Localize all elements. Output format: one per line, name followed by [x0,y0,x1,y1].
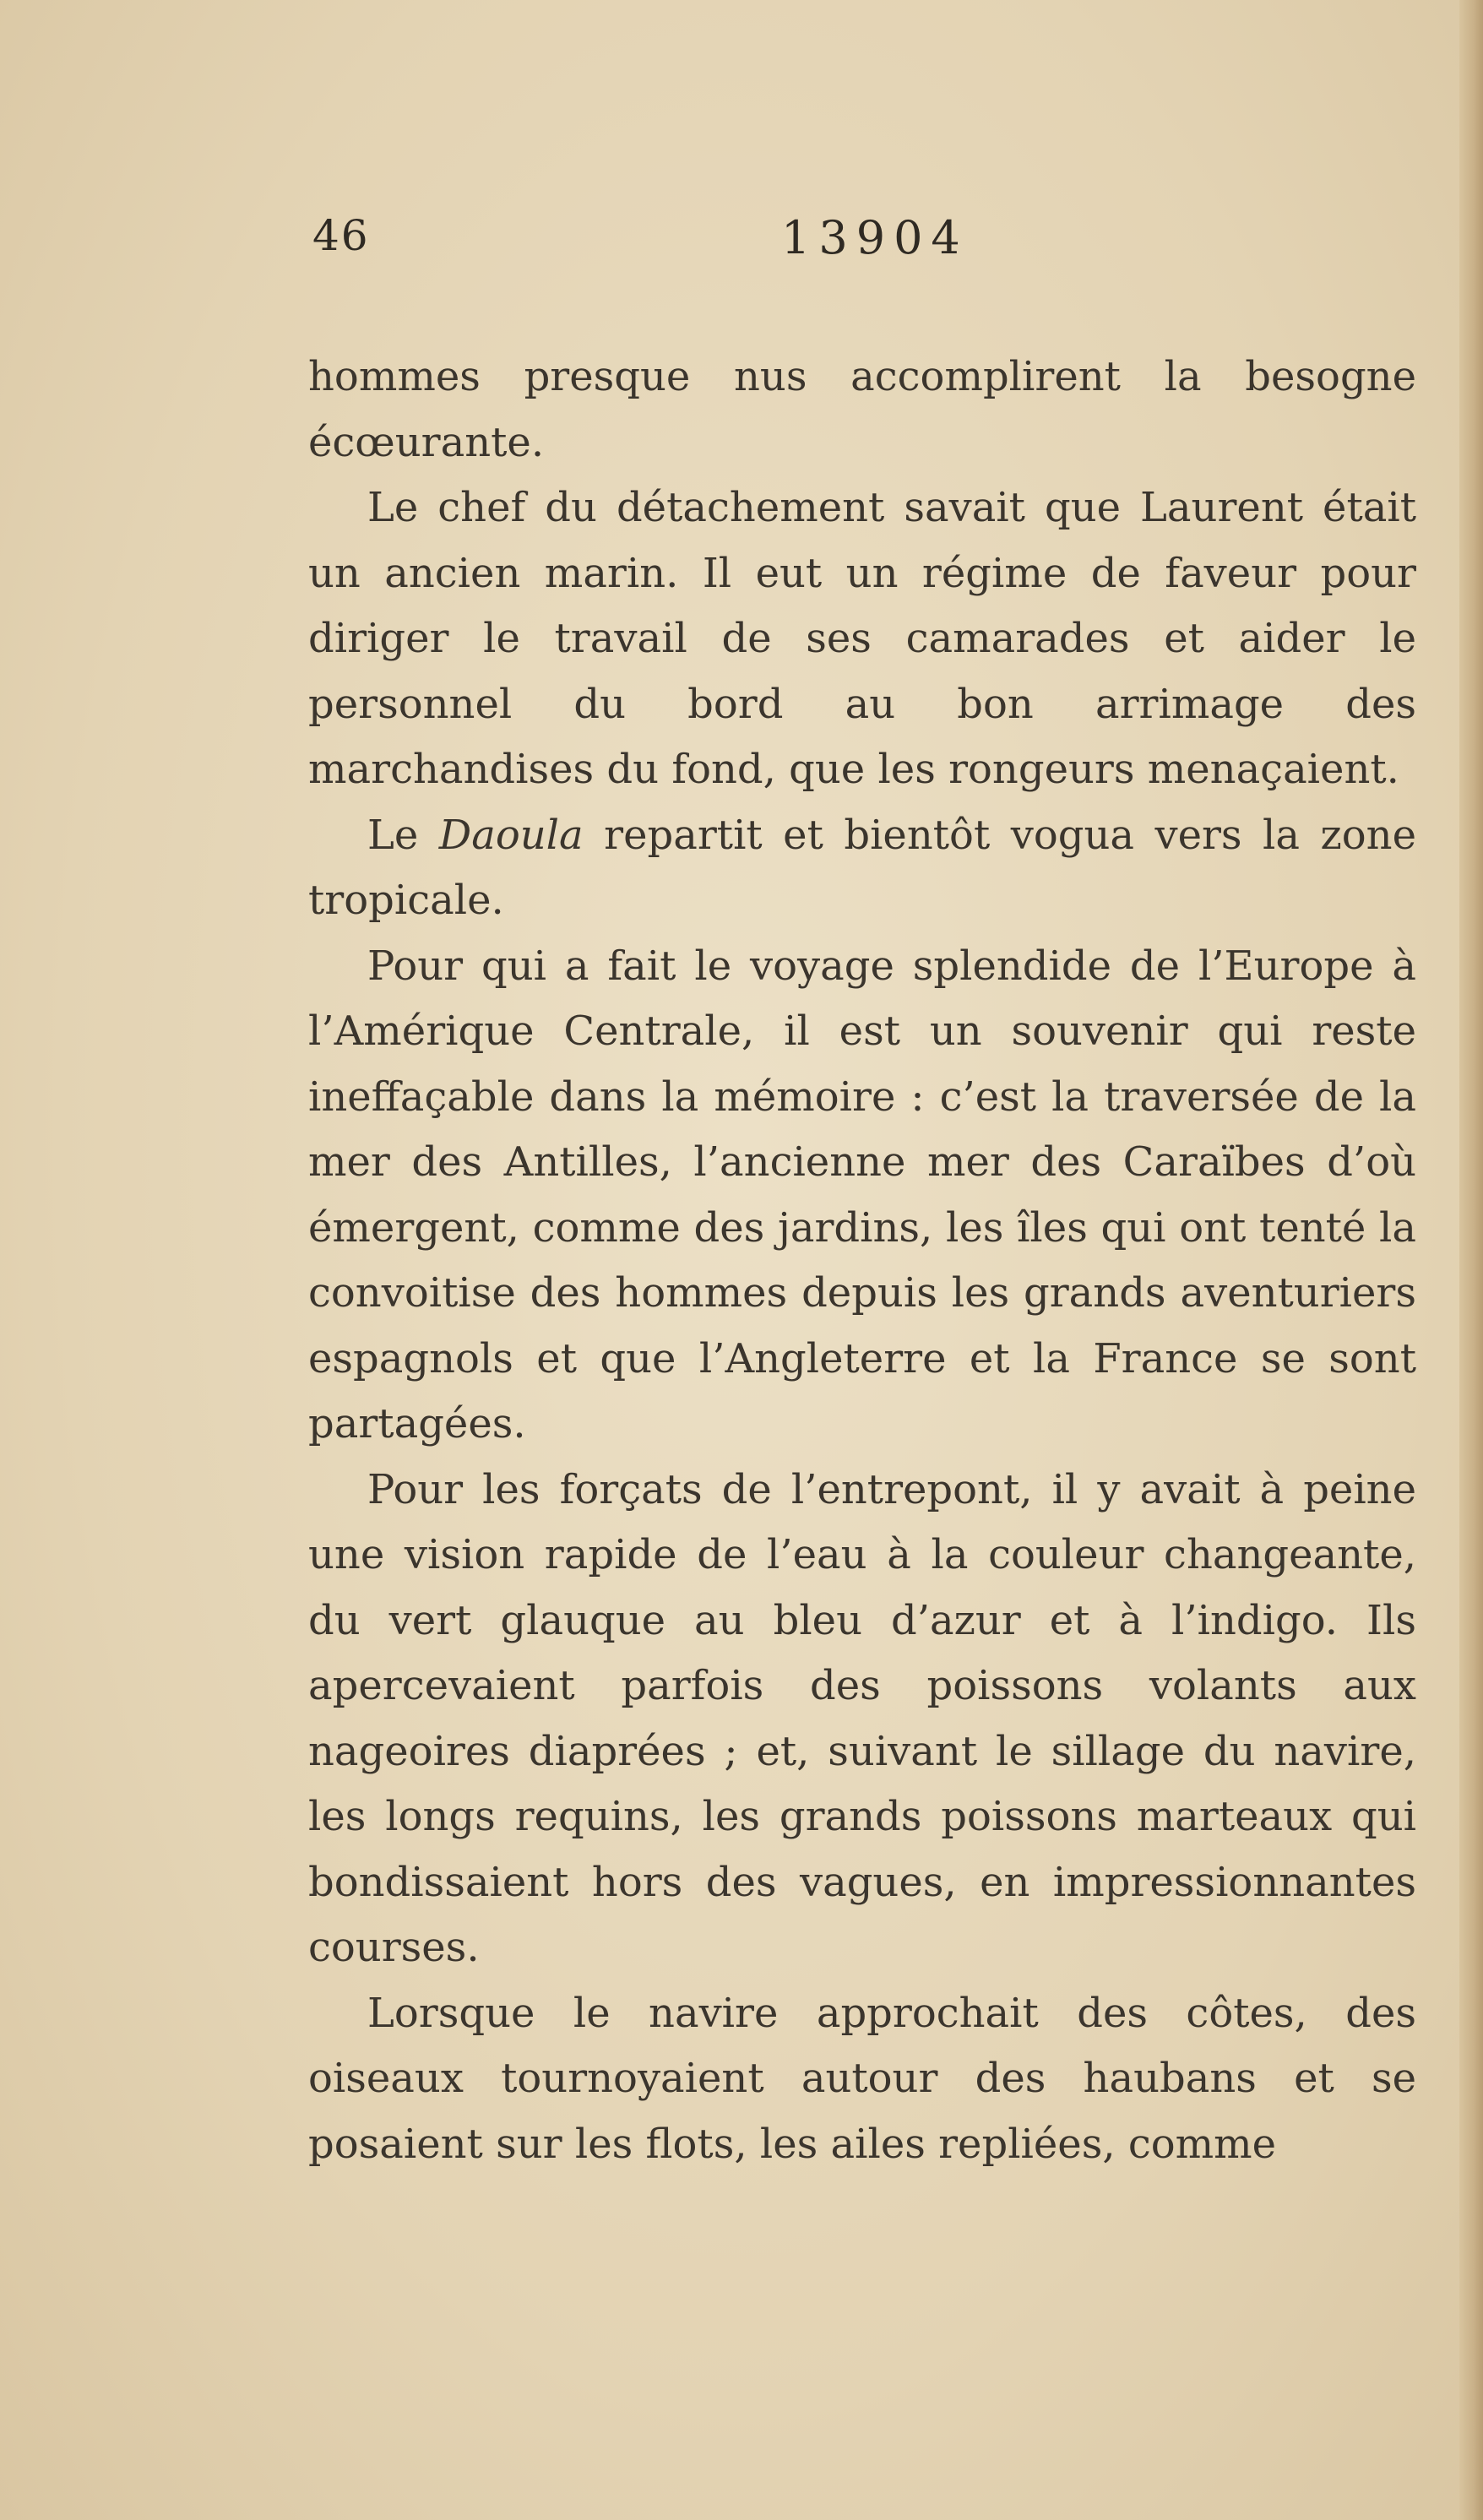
paragraph [308,803,1416,934]
paragraph [308,345,1416,475]
page-header [0,211,1483,279]
paragraph [308,934,1416,1458]
paragraph-text: repartit et bientôt vogua vers la zone tropicale. [308,811,1416,924]
body-text [308,345,1416,2177]
paragraph-text: Pour les forçats de l’entrepont, il y avait à peine une vision rapide de l’eau à la couleur changeante, du vert glauque au bleu d’azur et à l’indigo. Ils apercevaient parfois des poissons volants aux nageoires diaprées ; et, suivant le sillage du navire, les longs requins, les grands poissons marteaux qui bondissaient hors des vagues, en impressionnantes courses. [308,1465,1416,1971]
paragraph-text: Le chef du détachement savait que Laurent était un ancien marin. Il eut un régime de faveur pour diriger le travail de ses camarades et aider le personnel du bord au bon arrimage des marchandises du fond, que les rongeurs menaçaient. [308,484,1416,793]
page-edge [1459,0,1483,2520]
running-title: 13904 [781,211,969,264]
page-number: 46 [312,211,370,260]
paragraph [308,1458,1416,1981]
paragraph [308,1981,1416,2178]
paragraph [308,475,1416,803]
ship-name: Daoula [438,811,584,859]
paragraph-text: Le [367,811,439,859]
paragraph-text: Lorsque le navire approchait des côtes, des oiseaux tournoyaient autour des haubans et se posaient sur les flots, les ailes repliées, comme [308,1989,1416,2168]
paragraph-text: hommes presque nus accomplirent la besogne écœurante. [308,353,1416,466]
paragraph-text: Pour qui a fait le voyage splendide de l’Europe à l’Amérique Centrale, il est un souvenir qui reste ineffaçable dans la mémoire : c’est la traversée de la mer des Antilles, l’ancienne mer des Caraïbes d’où émergent, comme des jardins, les îles qui ont tenté la convoitise des hommes depuis les grands aventuriers espagnols et que l’Angleterre et la France se sont partagées. [308,942,1416,1447]
